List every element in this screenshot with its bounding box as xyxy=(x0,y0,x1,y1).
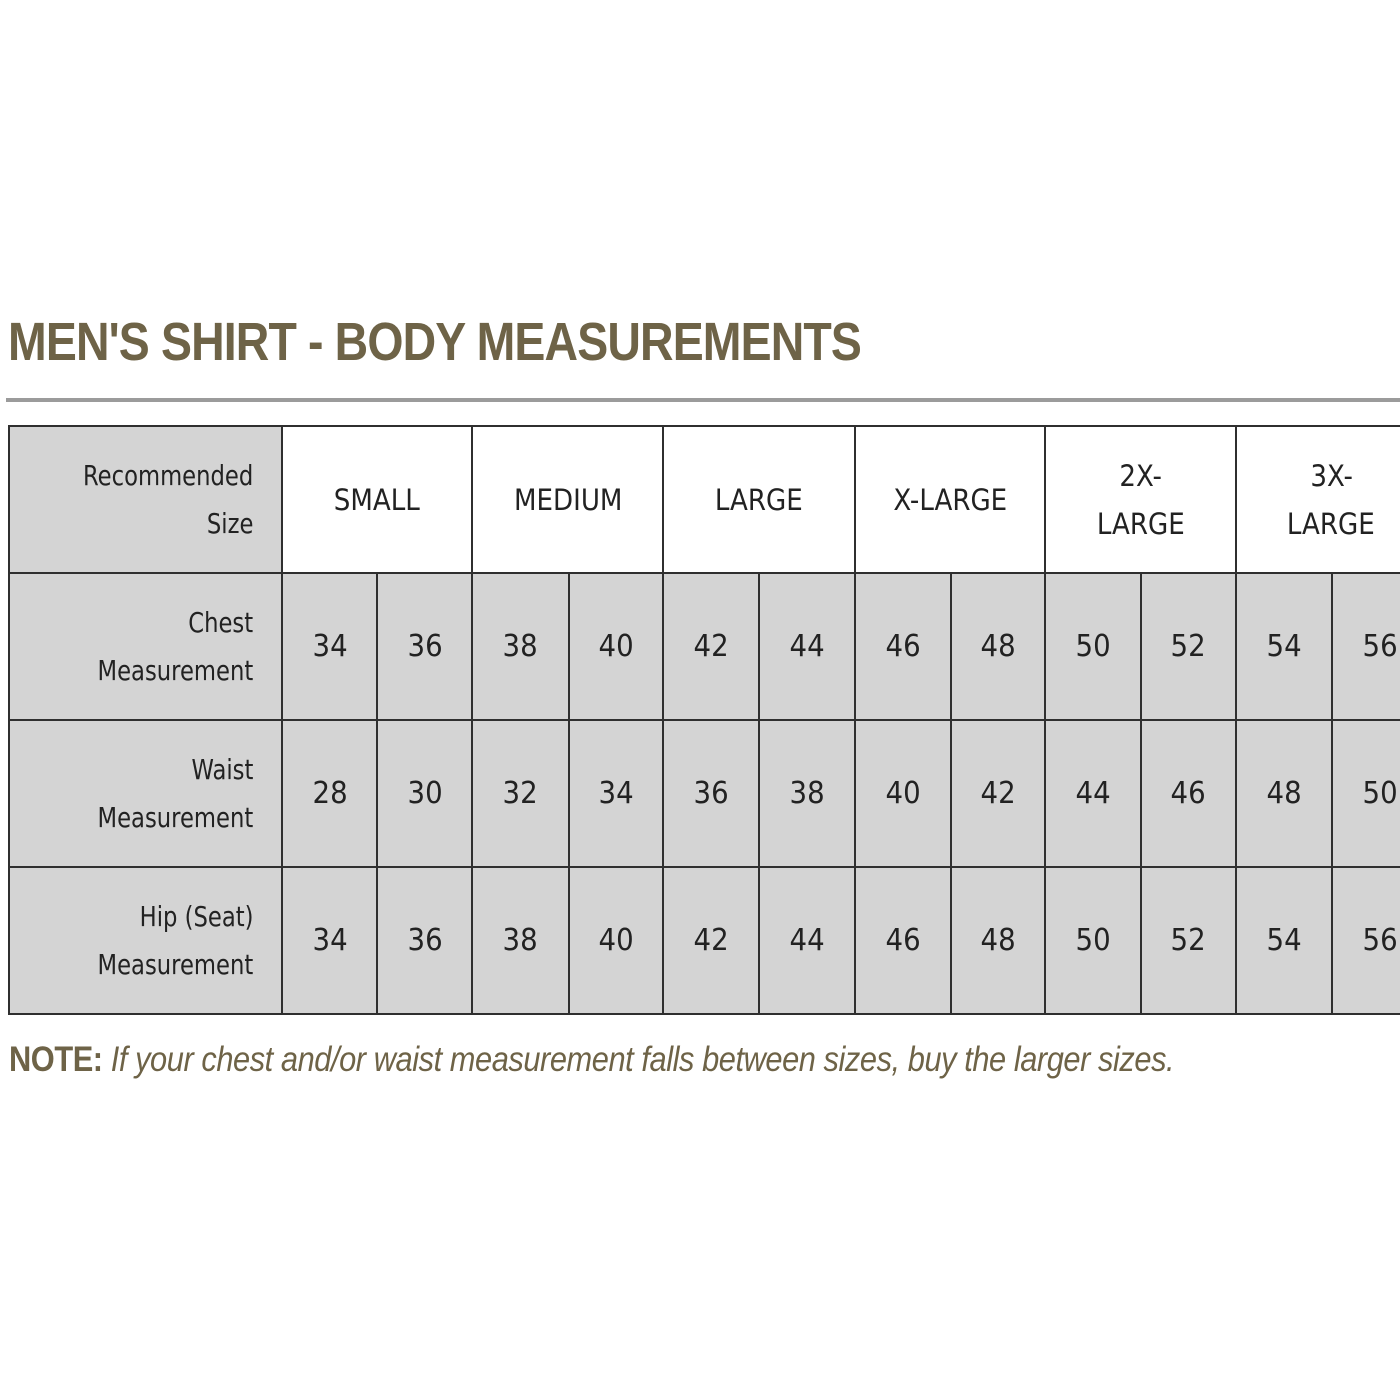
size-header-large xyxy=(663,426,854,573)
table-cell: 38 xyxy=(472,867,569,1014)
table-cell: 46 xyxy=(855,573,951,720)
table-cell: 50 xyxy=(1045,573,1141,720)
size-label-line-2: LARGE xyxy=(1287,506,1376,541)
size-header-2x-large xyxy=(1045,426,1235,573)
header-row xyxy=(9,426,1400,573)
table-cell: 38 xyxy=(759,720,855,867)
row-label-line-2: Measurement xyxy=(97,800,253,834)
table-cell: 40 xyxy=(569,573,664,720)
row-label-line-2: Measurement xyxy=(97,947,253,981)
size-label: MEDIUM xyxy=(513,482,623,517)
note-text: If your chest and/or waist measurement falls between sizes, buy the larger sizes. xyxy=(110,1040,1175,1079)
hip-row xyxy=(9,867,1400,1014)
table-cell: 50 xyxy=(1045,867,1141,1014)
row-label-line-1: Waist xyxy=(190,752,253,786)
table-cell: 52 xyxy=(1141,867,1236,1014)
header-label-line-1: Recommended xyxy=(82,458,253,492)
table-cell: 56 xyxy=(1332,573,1400,720)
table-cell: 34 xyxy=(282,573,378,720)
table-cell: 36 xyxy=(663,720,759,867)
header-label-cell xyxy=(9,426,282,573)
header-label-line-2: Size xyxy=(206,506,253,540)
table-cell: 36 xyxy=(377,867,472,1014)
table-cell: 40 xyxy=(855,720,951,867)
table-cell: 48 xyxy=(951,573,1046,720)
size-label-line-1: 3X- xyxy=(1309,458,1353,493)
row-label-line-1: Chest xyxy=(187,605,253,639)
table-cell: 40 xyxy=(569,867,664,1014)
table-cell: 48 xyxy=(1236,720,1333,867)
size-chart-table xyxy=(8,425,1400,1015)
size-header-3x-large xyxy=(1236,426,1400,573)
row-label-hip xyxy=(9,867,282,1014)
size-label-line-1: 2X- xyxy=(1119,458,1162,493)
table-cell: 42 xyxy=(951,720,1046,867)
table-cell: 46 xyxy=(1141,720,1236,867)
table-cell: 34 xyxy=(569,720,664,867)
size-header-medium xyxy=(472,426,663,573)
table-cell: 32 xyxy=(472,720,569,867)
size-label: SMALL xyxy=(333,482,420,517)
size-header-x-large xyxy=(855,426,1045,573)
note-label: NOTE: xyxy=(9,1040,103,1079)
table-cell: 42 xyxy=(663,867,759,1014)
row-label-line-1: Hip (Seat) xyxy=(138,899,253,933)
row-label-waist xyxy=(9,720,282,867)
sizing-note xyxy=(9,1036,1174,1084)
table-cell: 46 xyxy=(855,867,951,1014)
size-header-small xyxy=(282,426,472,573)
table-cell: 56 xyxy=(1332,867,1400,1014)
table-cell: 42 xyxy=(663,573,759,720)
table-cell: 28 xyxy=(282,720,378,867)
table-cell: 34 xyxy=(282,867,378,1014)
table-cell: 48 xyxy=(951,867,1046,1014)
header-label xyxy=(64,452,253,548)
chest-row xyxy=(9,573,1400,720)
table-cell: 30 xyxy=(377,720,472,867)
table-cell: 54 xyxy=(1236,573,1333,720)
size-label: X-LARGE xyxy=(893,482,1007,517)
table-cell: 44 xyxy=(1045,720,1141,867)
table-cell: 38 xyxy=(472,573,569,720)
size-label: LARGE xyxy=(715,482,804,517)
table-cell: 44 xyxy=(759,573,855,720)
title-divider xyxy=(6,398,1400,402)
table-cell: 36 xyxy=(377,573,472,720)
row-label-chest xyxy=(9,573,282,720)
page-title: MEN'S SHIRT - BODY MEASUREMENTS xyxy=(8,312,862,372)
table-cell: 54 xyxy=(1236,867,1333,1014)
table-cell: 52 xyxy=(1141,573,1236,720)
waist-row xyxy=(9,720,1400,867)
size-label-line-2: LARGE xyxy=(1096,506,1185,541)
size-chart xyxy=(8,425,1400,1015)
table-cell: 44 xyxy=(759,867,855,1014)
table-cell: 50 xyxy=(1332,720,1400,867)
row-label-line-2: Measurement xyxy=(97,653,253,687)
